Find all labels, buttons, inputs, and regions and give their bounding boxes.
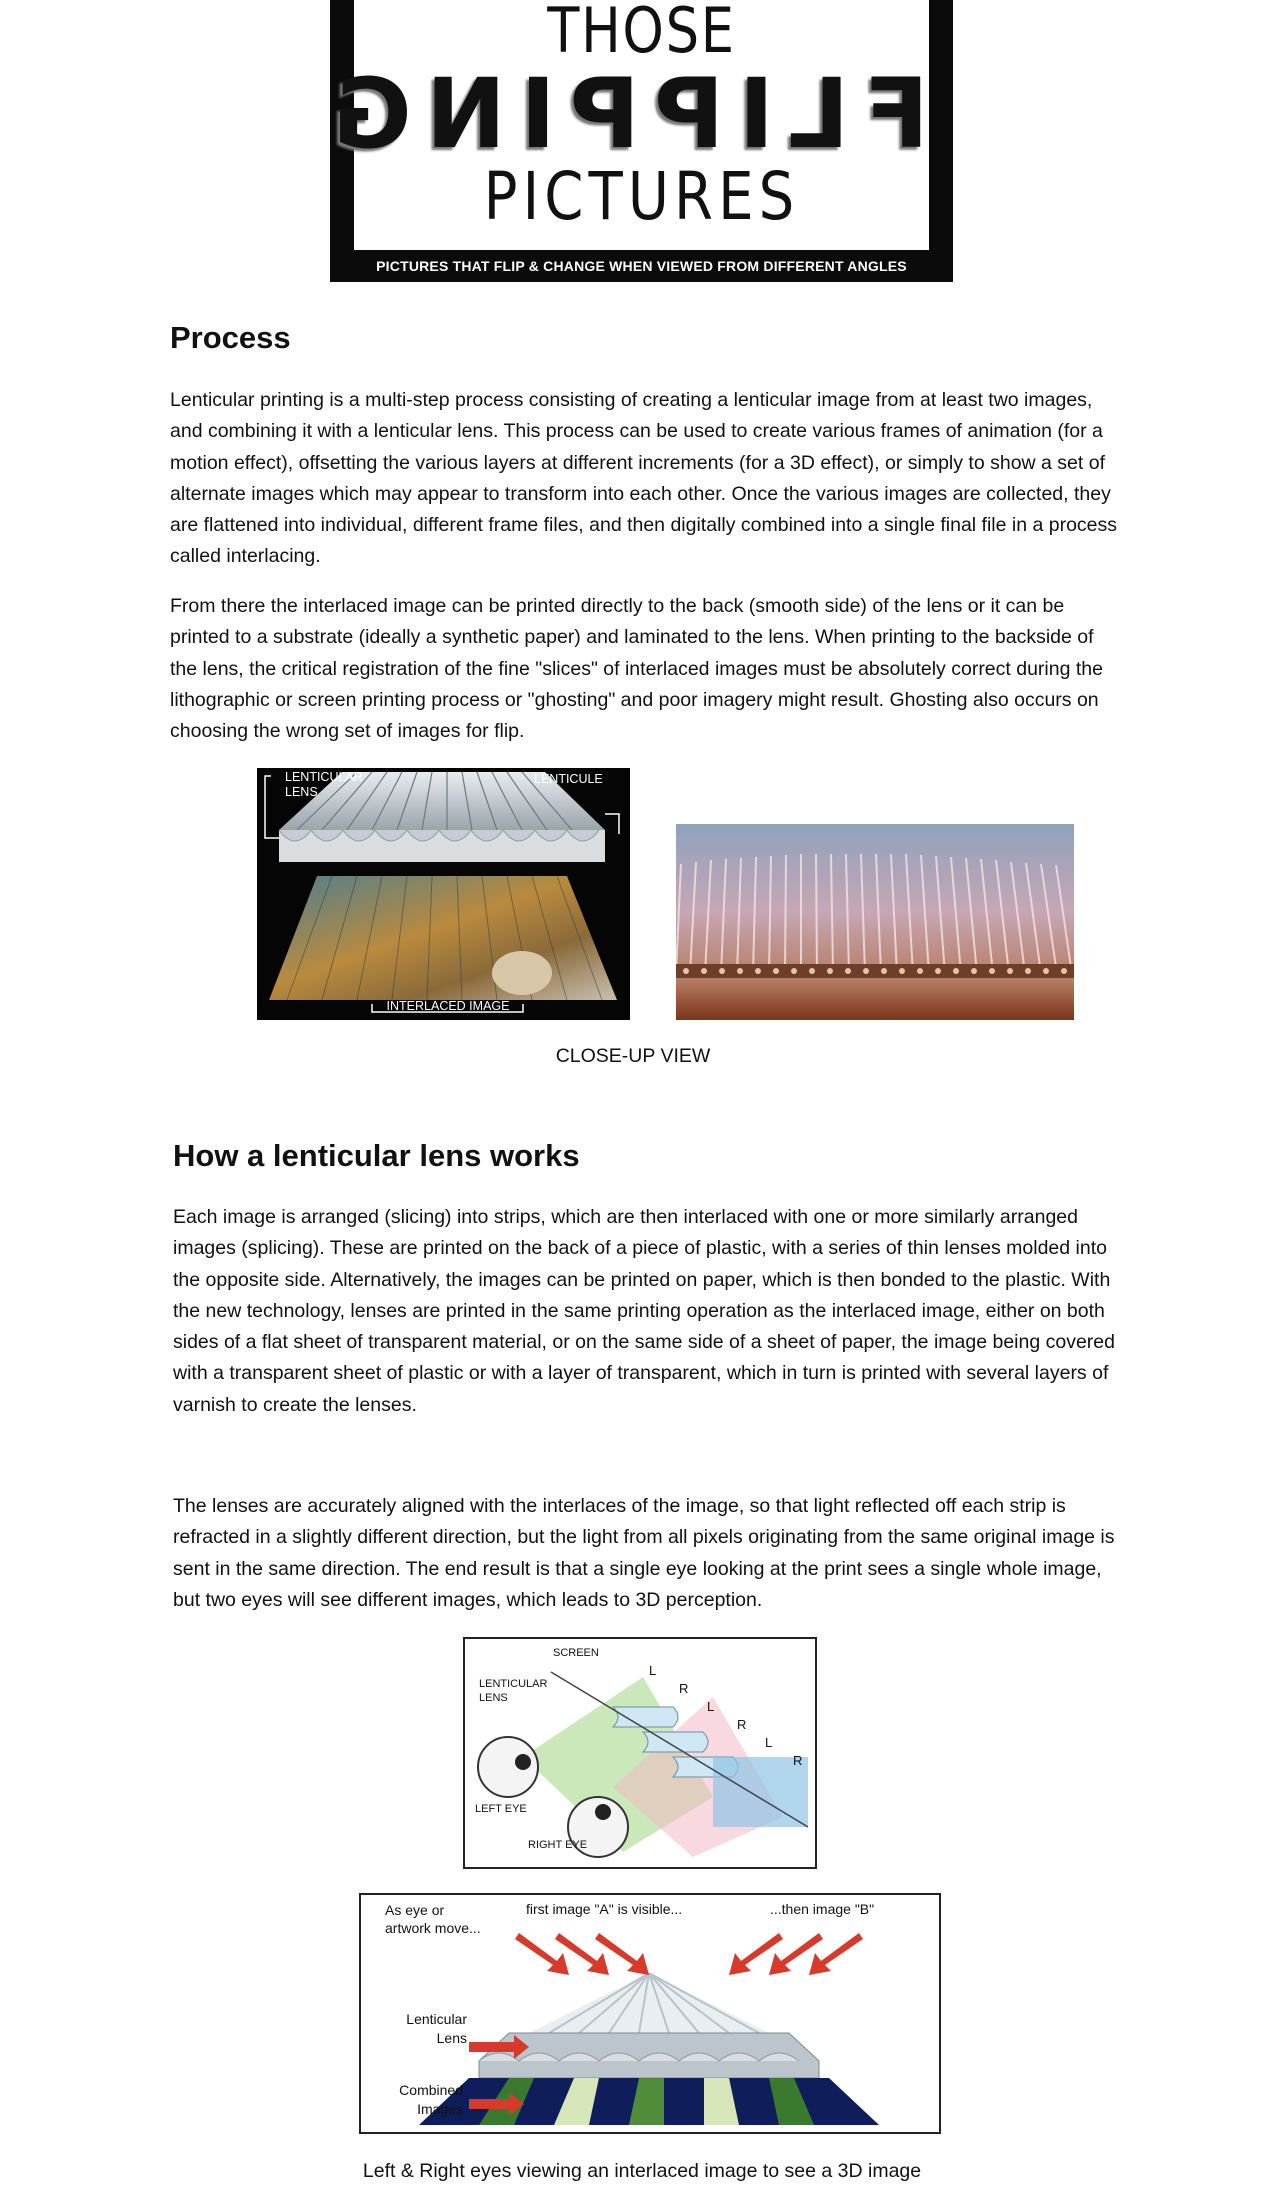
lens-closeup-image	[676, 824, 1074, 1020]
section-heading-process: Process	[170, 320, 291, 355]
label-combined-line1: Combined	[399, 2082, 463, 2098]
label-r-3: R	[793, 1753, 803, 1768]
banner-panel	[318, 0, 929, 250]
banner-title-pictures: PICTURES	[483, 158, 800, 235]
label-as-eye-line1: As eye or	[385, 1902, 445, 1918]
label-interlaced-image: INTERLACED IMAGE	[386, 999, 510, 1013]
label-combined-images	[383, 2081, 463, 2119]
label-first-image-visible: first image "A" is visible...	[526, 1901, 683, 1917]
banner-title-those: THOSE	[547, 0, 736, 67]
label-lenticular	[285, 770, 363, 800]
label-then-image-b: ...then image "B"	[770, 1901, 875, 1917]
how-paragraph-2: The lenses are accurately aligned with the interlaces of the image, so that light reflected off each strip is refracted in a slightly different direction, but the light from all pixels originating from the same original image is sent in the same direction. The end result is that a single eye looking at the print sees a single whole image, but two eyes will see different images, which leads to 3D perception.	[173, 1495, 1115, 1611]
banner-title-flipping: FLIPPING	[318, 58, 929, 170]
label-lenticular-line2: LENS	[479, 1692, 508, 1704]
label-lenticular-2-line1: Lenticular	[406, 2011, 467, 2027]
label-lenticular-line1: LENTICULAR	[285, 770, 363, 784]
label-as-eye-moves	[385, 1901, 481, 1937]
label-lenticular-lens-2	[387, 2010, 467, 2048]
label-screen: SCREEN	[553, 1647, 599, 1659]
label-as-eye-line2: artwork move...	[385, 1920, 481, 1936]
label-lenticular-line2: LENS	[285, 785, 318, 799]
label-lenticular-lens	[479, 1677, 547, 1705]
process-paragraph-2: From there the interlaced image can be printed directly to the back (smooth side) of the lens or it can be printed to a substrate (ideally a synthetic paper) and laminated to the lens. When printing to the backside of the lens, the critical registration of the fine "slices" of interlaced images must be absolutely correct during the lithographic or screen printing process or "ghosting" and poor imagery might result. Ghosting also occurs on choosing the wrong set of images for flip.	[170, 595, 1103, 743]
eyes-screen-diagram	[463, 1637, 817, 1869]
title-banner	[318, 0, 953, 282]
caption-close-up-view: CLOSE-UP VIEW	[555, 1045, 711, 1067]
caption-left-right-eyes: Left & Right eyes viewing an interlaced image to see a 3D image	[362, 2160, 922, 2182]
label-l-1: L	[649, 1663, 657, 1678]
process-paragraph-1: Lenticular printing is a multi-step process consisting of creating a lenticular image from at least two images, and combining it with a lenticular lens. This process can be used to create various frames of animation (for a motion effect), offsetting the various layers at different increments (for a 3D effect), or simply to show a set of alternate images which may appear to transform into each other. Once the various images are collected, they are flattened into individual, different frame files, and then digitally combined into a single final file in a process called interlacing.	[170, 389, 1118, 568]
label-l-2: L	[707, 1699, 715, 1714]
label-left-eye: LEFT EYE	[475, 1803, 527, 1815]
image-flip-diagram	[359, 1893, 941, 2134]
section-heading-how-lens-works: How a lenticular lens works	[173, 1138, 580, 1173]
label-lenticular-2-line2: Lens	[436, 2030, 467, 2046]
label-l-3: L	[765, 1735, 773, 1750]
eyes-lenticular-illustration	[463, 1637, 817, 1869]
label-lenticular-line1: LENTICULAR	[479, 1678, 548, 1690]
label-lenticule: LENTICULE	[534, 772, 603, 786]
close-up-photo	[676, 824, 1074, 1020]
label-r-1: R	[679, 1681, 689, 1696]
how-paragraph-1: Each image is arranged (slicing) into strips, which are then interlaced with one or more similarly arranged images (splicing). These are printed on the back of a piece of plastic, with a series of thin lenses molded into the opposite side. Alternatively, the images can be printed on paper, which is then bonded to the plastic. With the new technology, lenses are printed in the same printing operation as the interlaced image, either on both sides of a flat sheet of transparent material, or on the same side of a sheet of paper, the image being covered with a transparent sheet of plastic or with a layer of transparent, which in turn is printed with several layers of varnish to create the lenses.	[173, 1206, 1115, 1416]
lenticular-lens-illustration	[257, 768, 630, 1020]
label-right-eye: RIGHT EYE	[528, 1839, 588, 1851]
lenticular-lens-figure	[257, 768, 630, 1020]
label-combined-line2: Images	[417, 2101, 463, 2117]
label-r-2: R	[737, 1717, 747, 1732]
banner-tagline: PICTURES THAT FLIP & CHANGE WHEN VIEWED FROM DIFFERENT ANGLES	[376, 258, 907, 274]
